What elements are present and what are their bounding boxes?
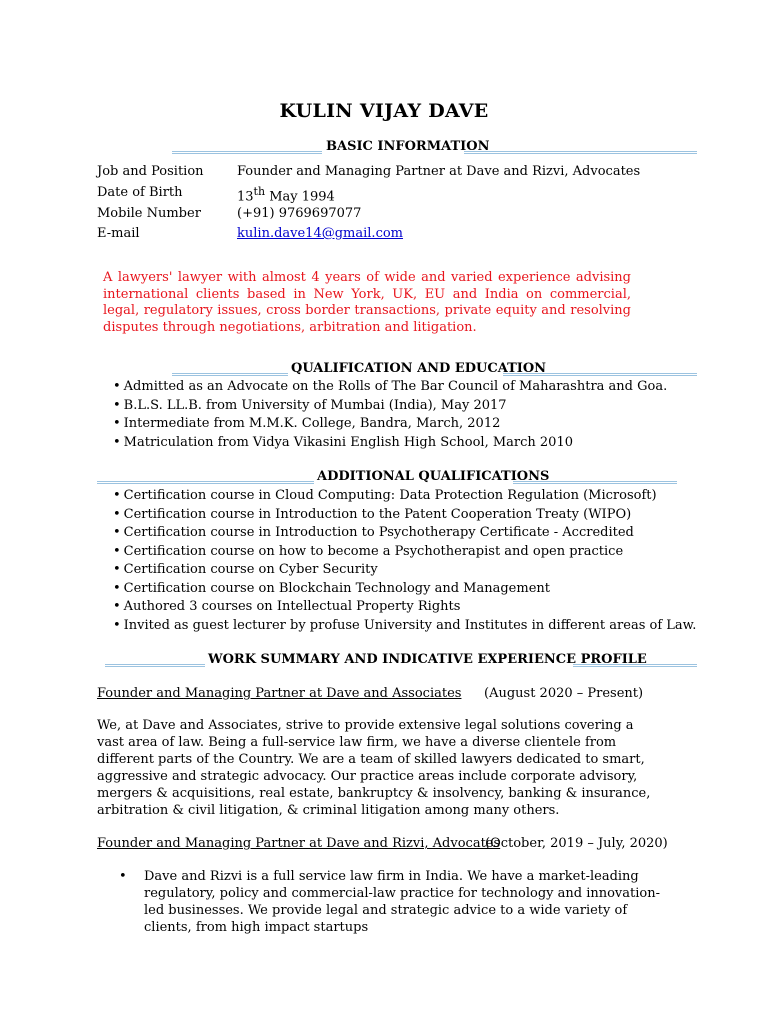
heading-rule-right	[464, 151, 697, 154]
heading-rule-left	[172, 373, 288, 376]
section-title: WORK SUMMARY AND INDICATIVE EXPERIENCE PROFILE	[208, 652, 647, 667]
list-item: • Admitted as an Advocate on the Rolls of The Bar Council of Maharashtra and Goa.	[113, 379, 713, 398]
info-label: Mobile Number	[97, 206, 201, 221]
section-heading-basic-information	[97, 139, 697, 159]
job-dates: (August 2020 – Present)	[484, 686, 644, 701]
section-title: BASIC INFORMATION	[326, 139, 490, 154]
info-row-mobile-number	[97, 206, 697, 224]
list-item: • Matriculation from Vidya Vikasini English High School, March 2010	[113, 435, 713, 454]
additional-qualifications-list	[113, 488, 713, 636]
heading-rule-right	[513, 481, 677, 484]
section-heading-additional-qualifications	[97, 469, 697, 489]
heading-rule-left	[105, 664, 205, 667]
list-item: • Certification course in Introduction to Psychotherapy Certificate - Accredited	[113, 525, 713, 544]
section-heading-qualification	[97, 361, 697, 381]
info-row-date-of-birth	[97, 185, 697, 203]
candidate-name: KULIN VIJAY DAVE	[279, 100, 489, 122]
job-row-dave-and-rizvi	[97, 836, 697, 854]
list-item: • B.L.S. LL.B. from University of Mumbai (India), May 2017	[113, 398, 713, 417]
info-row-job-position	[97, 164, 697, 182]
info-label: E-mail	[97, 226, 140, 241]
section-title: ADDITIONAL QUALIFICATIONS	[317, 469, 550, 484]
info-label: Job and Position	[97, 164, 204, 179]
list-item: • Certification course on Cyber Security	[113, 562, 713, 581]
list-item: • Authored 3 courses on Intellectual Property Rights	[113, 599, 713, 618]
heading-rule-right	[573, 664, 697, 667]
job-description: We, at Dave and Associates, strive to provide extensive legal solutions covering a vast area of law. Being a full-service law firm, we have a diverse clientele from different parts of the Country. We are a team of skilled lawyers dedicated to smart, aggressive and strategic advocacy. Our practice areas include corporate advisory, mergers & acquisitions, real estate, bankruptcy & insolvency, banking & insurance, arbitration & civil litigation, & criminal litigation among many others.	[97, 718, 651, 818]
list-item: • Certification course on how to become a Psychotherapist and open practice	[113, 544, 713, 563]
list-item: • Invited as guest lecturer by profuse University and Institutes in different areas of Law.	[113, 618, 713, 637]
heading-rule-left	[97, 481, 314, 484]
job-title: Founder and Managing Partner at Dave and Rizvi, Advocates	[97, 836, 501, 851]
list-item: • Certification course in Cloud Computing: Data Protection Regulation (Microsoft)	[113, 488, 713, 507]
info-value: (+91) 9769697077	[237, 206, 362, 221]
section-heading-work-summary	[97, 652, 697, 672]
qualification-list	[113, 379, 713, 453]
list-item: • Intermediate from M.M.K. College, Bandra, March, 2012	[113, 416, 713, 435]
job-row-dave-and-associates	[97, 686, 697, 704]
info-row-email	[97, 226, 697, 244]
job-title: Founder and Managing Partner at Dave and Associates	[97, 686, 462, 701]
info-value: Founder and Managing Partner at Dave and Rizvi, Advocates	[237, 164, 641, 179]
job-dates: (October, 2019 – July, 2020)	[485, 836, 668, 851]
email-link[interactable]: kulin.dave14@gmail.com	[237, 226, 404, 241]
list-item: • Certification course in Introduction to the Patent Cooperation Treaty (WIPO)	[113, 507, 713, 526]
heading-rule-right	[503, 373, 697, 376]
job-bullet-list	[97, 868, 677, 936]
list-item: • Certification course on Blockchain Technology and Management	[113, 581, 713, 600]
heading-rule-left	[172, 151, 322, 154]
info-value: 13th May 1994	[237, 185, 335, 205]
section-title: QUALIFICATION AND EDUCATION	[291, 361, 547, 376]
profile-summary: A lawyers' lawyer with almost 4 years of wide and varied experience advising international clients based in New York, UK, EU and India on commercial, legal, regulatory issues, cross border transactions, private equity and resolving disputes through negotiations, arbitration and litigation.	[103, 270, 631, 335]
bullet-dot: •	[119, 869, 127, 884]
list-item: • Dave and Rizvi is a full service law firm in India. We have a market-leading regulatory, policy and commercial-law practice for technology and innovation-led businesses. We provide legal and strategic advice to a wide variety of clients, from high impact startups	[119, 869, 661, 935]
info-label: Date of Birth	[97, 185, 183, 200]
